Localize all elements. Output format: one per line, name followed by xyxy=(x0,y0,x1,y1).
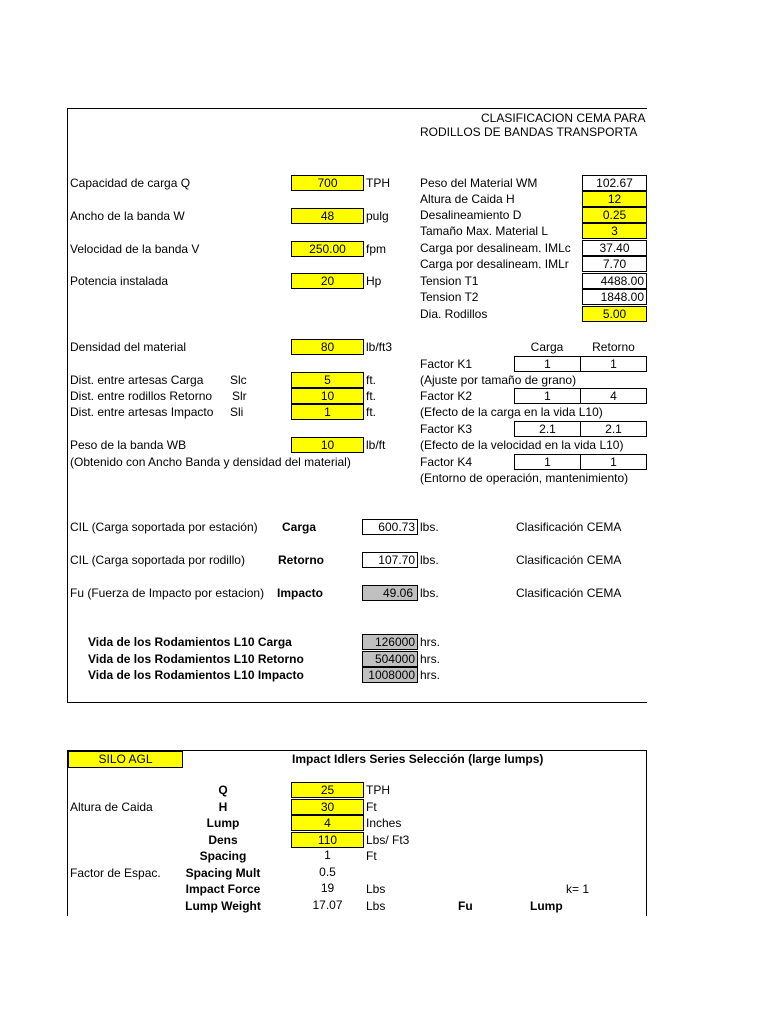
vida-retorno-label: Vida de los Rodamientos L10 Retorno xyxy=(88,652,304,666)
impact-row-name: Spacing xyxy=(199,849,247,863)
t1-value[interactable]: 4488.00 xyxy=(582,273,647,289)
dist-impacto-input[interactable]: 1 xyxy=(291,404,364,420)
dist-carga-label: Dist. entre artesas Carga xyxy=(70,373,204,387)
potencia-label: Potencia instalada xyxy=(70,274,169,288)
impact-row-name: Lump xyxy=(206,816,240,830)
impact-row-value[interactable]: 17.07 xyxy=(312,898,343,912)
k3-retorno[interactable]: 2.1 xyxy=(580,421,647,437)
dist-carga-sym: Slc xyxy=(230,373,247,387)
velocidad-label: Velocidad de la banda V xyxy=(70,242,200,256)
top-border xyxy=(67,108,647,109)
cil-carga-label: CIL (Carga soportada por estación) xyxy=(70,520,258,534)
impact-row-unit: TPH xyxy=(366,783,390,797)
impact-row-name: Spacing Mult xyxy=(185,866,261,880)
k2-note: (Efecto de la carga en la vida L10) xyxy=(420,405,603,419)
impact-row-unit: Ft xyxy=(366,800,377,814)
k4-note: (Entorno de operación, mantenimiento) xyxy=(420,471,629,485)
altura-caida-input[interactable]: 12 xyxy=(582,191,647,207)
t1-label: Tension T1 xyxy=(420,274,479,288)
tamano-max-label: Tamaño Max. Material L xyxy=(420,224,549,238)
vida-carga-value[interactable]: 126000 xyxy=(362,634,418,650)
impact-row-name: H xyxy=(218,800,228,814)
cil-carga-value[interactable]: 600.73 xyxy=(362,519,418,535)
vida-carga-unit: hrs. xyxy=(420,635,441,649)
peso-banda-label: Peso de la banda WB xyxy=(70,438,187,452)
impact-left-border xyxy=(67,750,68,916)
capacidad-input[interactable]: 700 xyxy=(291,175,364,191)
impact-row-name: Impact Force xyxy=(185,882,261,896)
imlr-label: Carga por desalineam. IMLr xyxy=(420,257,569,271)
left-border xyxy=(67,108,68,703)
peso-material-label: Peso del Material WM xyxy=(420,176,538,190)
impact-row-value[interactable]: 1 xyxy=(324,848,331,862)
cil-retorno-kind: Retorno xyxy=(278,553,324,567)
k1-carga[interactable]: 1 xyxy=(514,356,581,372)
velocidad-input[interactable]: 250.00 xyxy=(291,241,364,257)
cil-carga-class: Clasificación CEMA xyxy=(516,520,622,534)
t2-value[interactable]: 1848.00 xyxy=(582,289,647,305)
cil-retorno-label: CIL (Carga soportada por rodillo) xyxy=(70,553,245,567)
fu-impacto-value[interactable]: 49.06 xyxy=(362,585,418,601)
silo-tag[interactable]: SILO AGL xyxy=(68,751,183,768)
k-label: k= 1 xyxy=(566,882,590,896)
dist-impacto-sym: Sli xyxy=(230,405,244,419)
t2-label: Tension T2 xyxy=(420,290,479,304)
k1-label: Factor K1 xyxy=(420,357,473,371)
dist-retorno-label: Dist. entre rodillos Retorno xyxy=(70,389,213,403)
imlr-value[interactable]: 7.70 xyxy=(582,256,647,272)
dist-carga-unit: ft. xyxy=(366,373,377,387)
dist-retorno-input[interactable]: 10 xyxy=(291,388,364,404)
desalineamiento-input[interactable]: 0.25 xyxy=(582,207,647,223)
vida-retorno-unit: hrs. xyxy=(420,652,441,666)
impact-row-value[interactable]: 4 xyxy=(291,815,364,831)
peso-banda-input[interactable]: 10 xyxy=(291,437,364,453)
dist-impacto-label: Dist. entre artesas Impacto xyxy=(70,405,214,419)
impact-row-value[interactable]: 0.5 xyxy=(319,865,336,879)
k2-retorno[interactable]: 4 xyxy=(580,388,647,404)
cil-carga-unit: lbs. xyxy=(420,520,439,534)
impact-row-value[interactable]: 110 xyxy=(291,832,364,848)
fu-impacto-class: Clasificación CEMA xyxy=(516,586,622,600)
dia-label: Dia. Rodillos xyxy=(420,307,488,321)
impact-row-value[interactable]: 25 xyxy=(291,782,364,798)
cil-retorno-class: Clasificación CEMA xyxy=(516,553,622,567)
impact-row-unit: Lbs xyxy=(366,882,386,896)
imlc-label: Carga por desalineam. IMLc xyxy=(420,241,571,255)
dist-retorno-unit: ft. xyxy=(366,389,377,403)
vida-impacto-unit: hrs. xyxy=(420,668,441,682)
impact-right-border xyxy=(646,750,647,916)
dia-input[interactable]: 5.00 xyxy=(582,306,647,322)
dist-carga-input[interactable]: 5 xyxy=(291,372,364,388)
ancho-input[interactable]: 48 xyxy=(291,208,364,224)
impact-row-name: Lump Weight xyxy=(185,899,261,913)
cil-retorno-value[interactable]: 107.70 xyxy=(362,552,418,568)
k4-carga[interactable]: 1 xyxy=(514,454,581,470)
impact-altura-label: Altura de Caida xyxy=(70,800,153,814)
peso-banda-note: (Obtenido con Ancho Banda y densidad del material) xyxy=(70,455,351,469)
impact-row-value[interactable]: 19 xyxy=(320,881,335,895)
fu-impacto-label: Fu (Fuerza de Impacto por estacion) xyxy=(70,586,265,600)
dist-retorno-sym: Slr xyxy=(232,389,247,403)
densidad-input[interactable]: 80 xyxy=(291,339,364,355)
cil-carga-kind: Carga xyxy=(282,520,317,534)
impact-factor-label: Factor de Espac. xyxy=(70,866,161,880)
densidad-unit: lb/ft3 xyxy=(366,340,393,354)
k1-retorno[interactable]: 1 xyxy=(580,356,647,372)
impact-row-name: Q xyxy=(218,783,228,797)
k3-carga[interactable]: 2.1 xyxy=(514,421,581,437)
sheet-title-line1: CLASIFICACION CEMA PARA xyxy=(481,111,646,125)
fu-impacto-kind: Impacto xyxy=(277,586,324,600)
k2-label: Factor K2 xyxy=(420,389,473,403)
k4-retorno[interactable]: 1 xyxy=(580,454,647,470)
altura-caida-label: Altura de Caida H xyxy=(420,192,515,206)
k3-note: (Efecto de la velocidad en la vida L10) xyxy=(420,438,624,452)
impact-row-value[interactable]: 30 xyxy=(291,799,364,815)
capacidad-label: Capacidad de carga Q xyxy=(70,176,191,190)
sheet-title-line2: RODILLOS DE BANDAS TRANSPORTA xyxy=(420,125,638,139)
potencia-input[interactable]: 20 xyxy=(291,273,364,289)
velocidad-unit: fpm xyxy=(366,242,387,256)
impact-row-unit: Inches xyxy=(366,816,402,830)
dist-impacto-unit: ft. xyxy=(366,405,377,419)
lump-label: Lump xyxy=(530,899,563,913)
imlc-value[interactable]: 37.40 xyxy=(582,240,647,256)
bottom-border xyxy=(67,702,647,703)
fu-impacto-unit: lbs. xyxy=(420,586,439,600)
impact-row-unit: Lbs xyxy=(366,899,386,913)
k1-note: (Ajuste por tamaño de grano) xyxy=(420,373,577,387)
impact-title: Impact Idlers Series Selección (large lumps) xyxy=(292,752,544,766)
densidad-label: Densidad del material xyxy=(70,340,187,354)
peso-banda-unit: lb/ft xyxy=(366,438,386,452)
impact-row-name: Dens xyxy=(208,833,238,847)
potencia-unit: Hp xyxy=(366,274,382,288)
ancho-unit: pulg xyxy=(366,209,389,223)
col-retorno-header: Retorno xyxy=(592,340,635,354)
vida-retorno-value[interactable]: 504000 xyxy=(362,651,418,667)
ancho-label: Ancho de la banda W xyxy=(70,209,185,223)
impact-row-unit: Lbs/ Ft3 xyxy=(366,833,410,847)
k4-label: Factor K4 xyxy=(420,455,473,469)
vida-carga-label: Vida de los Rodamientos L10 Carga xyxy=(88,635,292,649)
cil-retorno-unit: lbs. xyxy=(420,553,439,567)
vida-impacto-value[interactable]: 1008000 xyxy=(362,667,418,683)
capacidad-unit: TPH xyxy=(366,176,390,190)
vida-impacto-label: Vida de los Rodamientos L10 Impacto xyxy=(88,668,304,682)
impact-row-unit: Ft xyxy=(366,849,377,863)
desalineamiento-label: Desalineamiento D xyxy=(420,208,522,222)
col-carga-header: Carga xyxy=(530,340,564,354)
k2-carga[interactable]: 1 xyxy=(514,388,581,404)
fu-label: Fu xyxy=(458,899,473,913)
tamano-max-input[interactable]: 3 xyxy=(582,223,647,239)
peso-material-value[interactable]: 102.67 xyxy=(582,175,647,191)
k3-label: Factor K3 xyxy=(420,422,473,436)
